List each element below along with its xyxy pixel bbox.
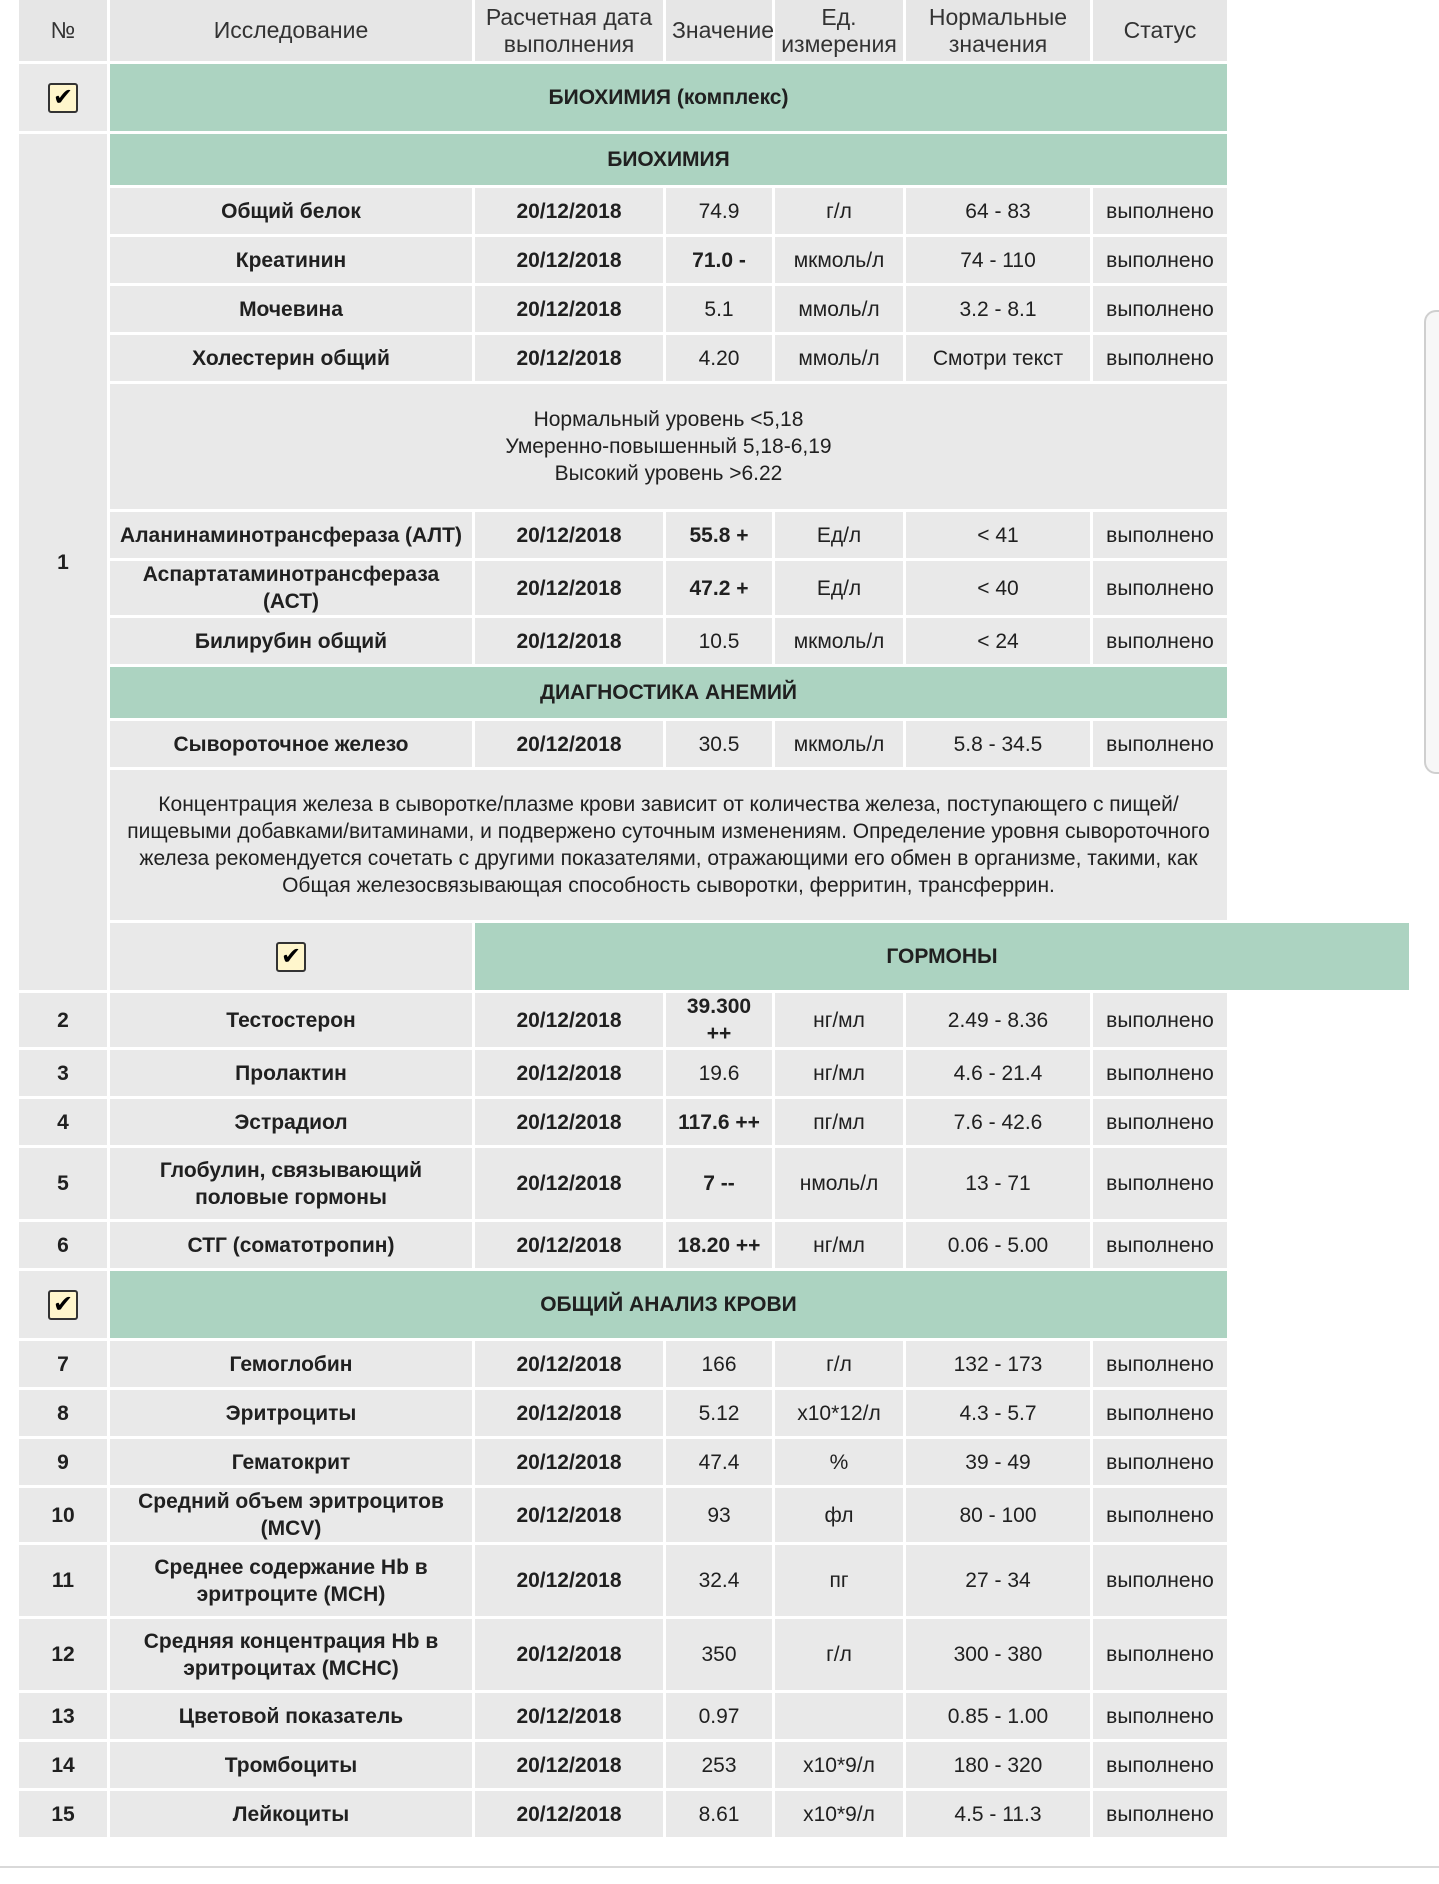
test-status: выполнено (1093, 1742, 1227, 1788)
row-number: 8 (19, 1390, 107, 1436)
test-date: 20/12/2018 (475, 1099, 663, 1145)
section-title: БИОХИМИЯ (комплекс) (110, 64, 1227, 131)
test-unit: нг/мл (775, 1222, 903, 1268)
iron-note-row (19, 770, 1409, 920)
test-unit: x10*9/л (775, 1742, 903, 1788)
row-number: 2 (19, 993, 107, 1047)
test-status: выполнено (1093, 561, 1227, 615)
test-date: 20/12/2018 (475, 1791, 663, 1837)
row-number: 13 (19, 1693, 107, 1739)
iron-note: Концентрация железа в сыворотке/плазме крови зависит от количества железа, поступающего с пищей/пищевыми добавками/витаминами, и подвержено суточным изменениям. Определение уровня сывороточного железа рекомендуется сочетать с другими показателями, отражающими его обмен в организме, такими, как Общая железосвязывающая способность сыворотки, ферритин, трансферрин. (110, 770, 1227, 920)
checkbox-checked-icon[interactable]: ✔ (48, 1290, 78, 1320)
note-line: Умеренно-повышенный 5,18-6,19 (505, 435, 832, 458)
test-name: Холестерин общий (110, 335, 472, 381)
test-status: выполнено (1093, 188, 1227, 234)
note-line: Нормальный уровень <5,18 (533, 408, 804, 431)
test-unit: пг (775, 1545, 903, 1616)
test-value: 4.20 (666, 335, 772, 381)
test-status: выполнено (1093, 1791, 1227, 1837)
test-value: 19.6 (666, 1050, 772, 1096)
test-norm: < 40 (906, 561, 1090, 615)
test-norm: Смотри текст (906, 335, 1090, 381)
test-unit: % (775, 1439, 903, 1485)
row-number: 10 (19, 1488, 107, 1542)
col-header-status: Статус (1093, 0, 1227, 61)
divider (0, 1866, 1439, 1868)
note-line: Высокий уровень >6.22 (554, 462, 783, 485)
row-number: 5 (19, 1148, 107, 1219)
table-row (19, 1791, 1409, 1837)
scrollbar-handle[interactable] (1424, 310, 1439, 774)
test-name: Средний объем эритроцитов (MCV) (110, 1488, 472, 1542)
test-status: выполнено (1093, 1619, 1227, 1690)
table-row (19, 1050, 1409, 1096)
test-status: выполнено (1093, 1050, 1227, 1096)
test-norm: 4.5 - 11.3 (906, 1791, 1090, 1837)
test-date: 20/12/2018 (475, 1742, 663, 1788)
test-name: Креатинин (110, 237, 472, 283)
test-date: 20/12/2018 (475, 1693, 663, 1739)
row-number: 11 (19, 1545, 107, 1616)
test-date: 20/12/2018 (475, 1488, 663, 1542)
test-value: 253 (666, 1742, 772, 1788)
col-header-norm: Нормальные значения (906, 0, 1090, 61)
test-value: 55.8 + (666, 512, 772, 558)
test-status: выполнено (1093, 721, 1227, 767)
test-status: выполнено (1093, 1439, 1227, 1485)
test-value: 350 (666, 1619, 772, 1690)
test-status: выполнено (1093, 1545, 1227, 1616)
table-row (19, 286, 1409, 332)
section-checkbox-cell (19, 64, 107, 131)
table-row (19, 1545, 1409, 1616)
table-row (19, 1222, 1409, 1268)
test-norm: 80 - 100 (906, 1488, 1090, 1542)
test-date: 20/12/2018 (475, 335, 663, 381)
table-row (19, 1439, 1409, 1485)
test-date: 20/12/2018 (475, 1222, 663, 1268)
col-header-test: Исследование (110, 0, 472, 61)
test-name: Аланинаминотрансфераза (АЛТ) (110, 512, 472, 558)
test-value: 47.4 (666, 1439, 772, 1485)
table-header-row (19, 0, 1409, 61)
test-date: 20/12/2018 (475, 237, 663, 283)
test-norm: 39 - 49 (906, 1439, 1090, 1485)
test-value: 47.2 + (666, 561, 772, 615)
test-value: 0.97 (666, 1693, 772, 1739)
test-unit: Ед/л (775, 561, 903, 615)
test-unit: мкмоль/л (775, 618, 903, 664)
section-title: ГОРМОНЫ (475, 923, 1409, 990)
test-norm: < 24 (906, 618, 1090, 664)
test-name: Тромбоциты (110, 1742, 472, 1788)
test-date: 20/12/2018 (475, 561, 663, 615)
test-status: выполнено (1093, 618, 1227, 664)
test-unit: ммоль/л (775, 286, 903, 332)
test-name: Гемоглобин (110, 1341, 472, 1387)
table-row (19, 1148, 1409, 1219)
table-row (19, 1742, 1409, 1788)
test-value: 32.4 (666, 1545, 772, 1616)
table-row (19, 188, 1409, 234)
subsection-anemia (19, 667, 1409, 718)
test-status: выполнено (1093, 1148, 1227, 1219)
table-row (19, 618, 1409, 664)
row-number: 12 (19, 1619, 107, 1690)
test-date: 20/12/2018 (475, 1619, 663, 1690)
test-norm: 64 - 83 (906, 188, 1090, 234)
test-norm: 0.06 - 5.00 (906, 1222, 1090, 1268)
test-name: Мочевина (110, 286, 472, 332)
row-number: 3 (19, 1050, 107, 1096)
test-norm: 5.8 - 34.5 (906, 721, 1090, 767)
row-number: 7 (19, 1341, 107, 1387)
test-name: Билирубин общий (110, 618, 472, 664)
section-checkbox-cell (110, 923, 472, 990)
test-name: Пролактин (110, 1050, 472, 1096)
test-value: 74.9 (666, 188, 772, 234)
test-value: 93 (666, 1488, 772, 1542)
row-number: 6 (19, 1222, 107, 1268)
section-title: ОБЩИЙ АНАЛИЗ КРОВИ (110, 1271, 1227, 1338)
test-name: Тестостерон (110, 993, 472, 1047)
test-norm: 4.6 - 21.4 (906, 1050, 1090, 1096)
col-header-num: № (19, 0, 107, 61)
table-row (19, 512, 1409, 558)
test-value: 7 -- (666, 1148, 772, 1219)
test-value: 5.1 (666, 286, 772, 332)
cholesterol-note (110, 384, 1227, 509)
test-value: 30.5 (666, 721, 772, 767)
test-value: 71.0 - (666, 237, 772, 283)
test-date: 20/12/2018 (475, 188, 663, 234)
subsection-title: ДИАГНОСТИКА АНЕМИЙ (110, 667, 1227, 718)
test-unit: мкмоль/л (775, 721, 903, 767)
test-value: 18.20 ++ (666, 1222, 772, 1268)
row-number: 9 (19, 1439, 107, 1485)
test-unit (775, 1693, 903, 1739)
cholesterol-note-row (19, 384, 1409, 509)
test-unit: г/л (775, 1341, 903, 1387)
test-status: выполнено (1093, 1390, 1227, 1436)
table-row (19, 1488, 1409, 1542)
table-row (19, 1099, 1409, 1145)
col-header-value: Значение (666, 0, 772, 61)
test-date: 20/12/2018 (475, 993, 663, 1047)
row-number: 14 (19, 1742, 107, 1788)
test-status: выполнено (1093, 993, 1227, 1047)
test-date: 20/12/2018 (475, 286, 663, 332)
test-name: Средняя концентрация Hb в эритроцитах (MCHC) (110, 1619, 472, 1690)
test-date: 20/12/2018 (475, 512, 663, 558)
test-unit: Ед/л (775, 512, 903, 558)
test-unit: г/л (775, 1619, 903, 1690)
test-unit: пг/мл (775, 1099, 903, 1145)
test-norm: 2.49 - 8.36 (906, 993, 1090, 1047)
test-unit: x10*12/л (775, 1390, 903, 1436)
col-header-unit: Ед. измерения (775, 0, 903, 61)
results-table-container (19, 0, 1415, 1840)
section-checkbox-cell (19, 1271, 107, 1338)
table-row (19, 561, 1409, 615)
test-norm: 7.6 - 42.6 (906, 1099, 1090, 1145)
test-norm: 300 - 380 (906, 1619, 1090, 1690)
test-name: Эритроциты (110, 1390, 472, 1436)
row-number: 15 (19, 1791, 107, 1837)
test-status: выполнено (1093, 286, 1227, 332)
test-name: Гематокрит (110, 1439, 472, 1485)
test-name: Общий белок (110, 188, 472, 234)
test-status: выполнено (1093, 1099, 1227, 1145)
test-date: 20/12/2018 (475, 1050, 663, 1096)
section-blood (19, 1271, 1409, 1338)
test-status: выполнено (1093, 1222, 1227, 1268)
test-status: выполнено (1093, 1488, 1227, 1542)
test-date: 20/12/2018 (475, 1439, 663, 1485)
test-date: 20/12/2018 (475, 1390, 663, 1436)
table-row (19, 993, 1409, 1047)
section-hormones (19, 923, 1409, 990)
test-norm: 13 - 71 (906, 1148, 1090, 1219)
test-norm: 74 - 110 (906, 237, 1090, 283)
table-row (19, 1390, 1409, 1436)
section-biochem-complex (19, 64, 1409, 131)
test-value: 10.5 (666, 618, 772, 664)
test-date: 20/12/2018 (475, 618, 663, 664)
table-row (19, 1693, 1409, 1739)
test-unit: нг/мл (775, 993, 903, 1047)
test-name: Глобулин, связывающий половые гормоны (110, 1148, 472, 1219)
test-date: 20/12/2018 (475, 1545, 663, 1616)
table-row (19, 335, 1409, 381)
lab-results-table (16, 0, 1412, 1840)
test-value: 8.61 (666, 1791, 772, 1837)
test-unit: ммоль/л (775, 335, 903, 381)
table-row (19, 1341, 1409, 1387)
row-number: 1 (19, 134, 107, 990)
row-number: 4 (19, 1099, 107, 1145)
test-date: 20/12/2018 (475, 1148, 663, 1219)
test-norm: 4.3 - 5.7 (906, 1390, 1090, 1436)
test-name: СТГ (соматотропин) (110, 1222, 472, 1268)
test-status: выполнено (1093, 1693, 1227, 1739)
test-name: Эстрадиол (110, 1099, 472, 1145)
test-unit: нг/мл (775, 1050, 903, 1096)
test-unit: фл (775, 1488, 903, 1542)
test-unit: x10*9/л (775, 1791, 903, 1837)
test-norm: 180 - 320 (906, 1742, 1090, 1788)
table-row (19, 1619, 1409, 1690)
test-name: Среднее содержание Hb в эритроците (MCH) (110, 1545, 472, 1616)
subsection-biochem (19, 134, 1409, 185)
test-status: выполнено (1093, 237, 1227, 283)
test-norm: 27 - 34 (906, 1545, 1090, 1616)
test-norm: 0.85 - 1.00 (906, 1693, 1090, 1739)
table-row (19, 237, 1409, 283)
test-unit: нмоль/л (775, 1148, 903, 1219)
test-name: Сывороточное железо (110, 721, 472, 767)
test-norm: < 41 (906, 512, 1090, 558)
test-date: 20/12/2018 (475, 721, 663, 767)
col-header-date: Расчетная дата выполнения (475, 0, 663, 61)
subsection-title: БИОХИМИЯ (110, 134, 1227, 185)
test-value: 39.300 ++ (666, 993, 772, 1047)
test-date: 20/12/2018 (475, 1341, 663, 1387)
test-norm: 3.2 - 8.1 (906, 286, 1090, 332)
test-status: выполнено (1093, 1341, 1227, 1387)
test-value: 166 (666, 1341, 772, 1387)
test-norm: 132 - 173 (906, 1341, 1090, 1387)
test-status: выполнено (1093, 335, 1227, 381)
test-name: Аспартатаминотрансфераза (АСТ) (110, 561, 472, 615)
test-status: выполнено (1093, 512, 1227, 558)
checkbox-checked-icon[interactable]: ✔ (276, 942, 306, 972)
test-unit: мкмоль/л (775, 237, 903, 283)
test-value: 117.6 ++ (666, 1099, 772, 1145)
test-unit: г/л (775, 188, 903, 234)
test-name: Лейкоциты (110, 1791, 472, 1837)
test-name: Цветовой показатель (110, 1693, 472, 1739)
test-value: 5.12 (666, 1390, 772, 1436)
checkbox-checked-icon[interactable]: ✔ (48, 83, 78, 113)
table-row (19, 721, 1409, 767)
